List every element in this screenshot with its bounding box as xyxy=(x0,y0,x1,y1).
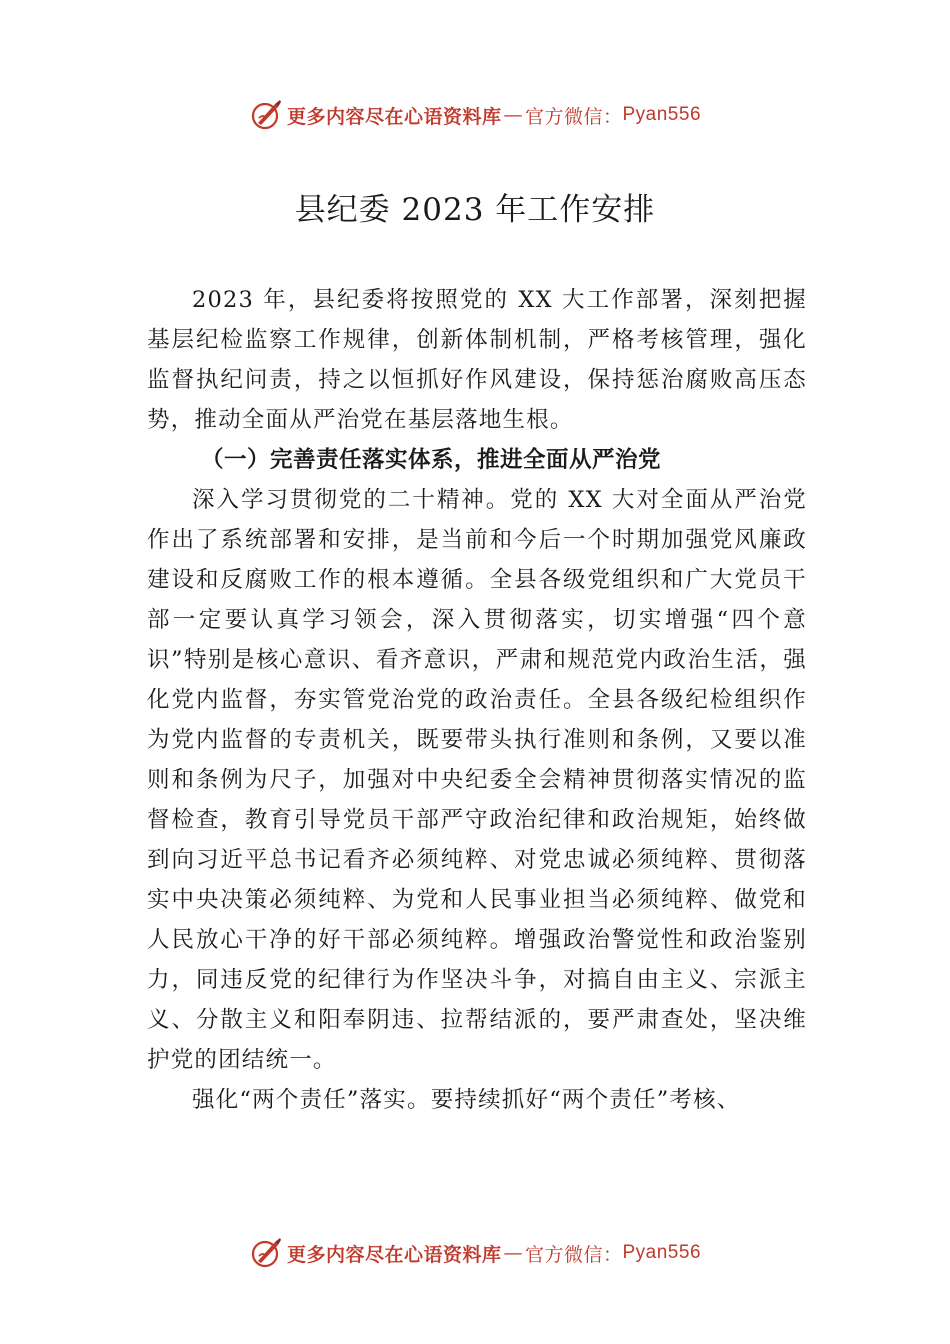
document-title: 县纪委 2023 年工作安排 xyxy=(294,192,656,228)
header-watermark-banner xyxy=(0,95,950,135)
quill-seal-icon xyxy=(249,98,283,132)
document-body xyxy=(147,280,807,1120)
body-paragraph: 深入学习贯彻党的二十精神。党的 XX 大对全面从严治党作出了系统部署和安排，是当前和今后一个时期加强党风廉政建设和反腐败工作的根本遵循。全县各级党组织和广大党员干部一定要认真学习领会，深入贯彻落实，切实增强“四个意识”特别是核心意识、看齐意识，严肃和规范党内政治生活，强化党内监督，夯实管党治党的政治责任。全县各级纪检组织作为党内监督的专责机关，既要带头执行准则和条例，又要以准则和条例为尺子，加强对中央纪委全会精神贯彻落实情况的监督检查，教育引导党员干部严守政治纪律和政治规矩，始终做到向习近平总书记看齐必须纯粹、对党忠诚必须纯粹、贯彻落实中央决策必须纯粹、为党和人民事业担当必须纯粹、做党和人民放心干净的好干部必须纯粹。增强政治警觉性和政治鉴别力，同违反党的纪律行为作坚决斗争，对搞自由主义、宗派主义、分散主义和阳奉阴违、拉帮结派的，要严肃查处，坚决维护党的团结统一。 xyxy=(147,487,807,1073)
banner-brand-text: 更多内容尽在心语资料库 xyxy=(286,1243,502,1266)
body-paragraph: 强化“两个责任”落实。要持续抓好“两个责任”考核、 xyxy=(192,1087,741,1113)
banner-wechat-label: 官方微信： xyxy=(524,105,623,128)
intro-paragraph: 2023 年，县纪委将按照党的 XX 大工作部署，深刻把握基层纪检监察工作规律，创新体制机制，严格考核管理，强化监督执纪问责，持之以恒抓好作风建设，保持惩治腐败高压态势，推动全面从严治党在基层落地生根。 xyxy=(147,287,807,433)
quill-seal-icon xyxy=(249,1236,283,1270)
banner-wechat-label: 官方微信： xyxy=(524,1243,623,1266)
banner-brand-text: 更多内容尽在心语资料库 xyxy=(286,105,502,128)
section-heading: （一）完善责任落实体系，推进全面从严治党 xyxy=(201,447,662,473)
banner-wechat-id: Pyan556 xyxy=(622,104,702,125)
footer-watermark-banner xyxy=(0,1233,950,1273)
banner-separator: — xyxy=(503,104,523,126)
banner-wechat-id: Pyan556 xyxy=(622,1242,702,1263)
banner-separator: — xyxy=(503,1242,523,1264)
